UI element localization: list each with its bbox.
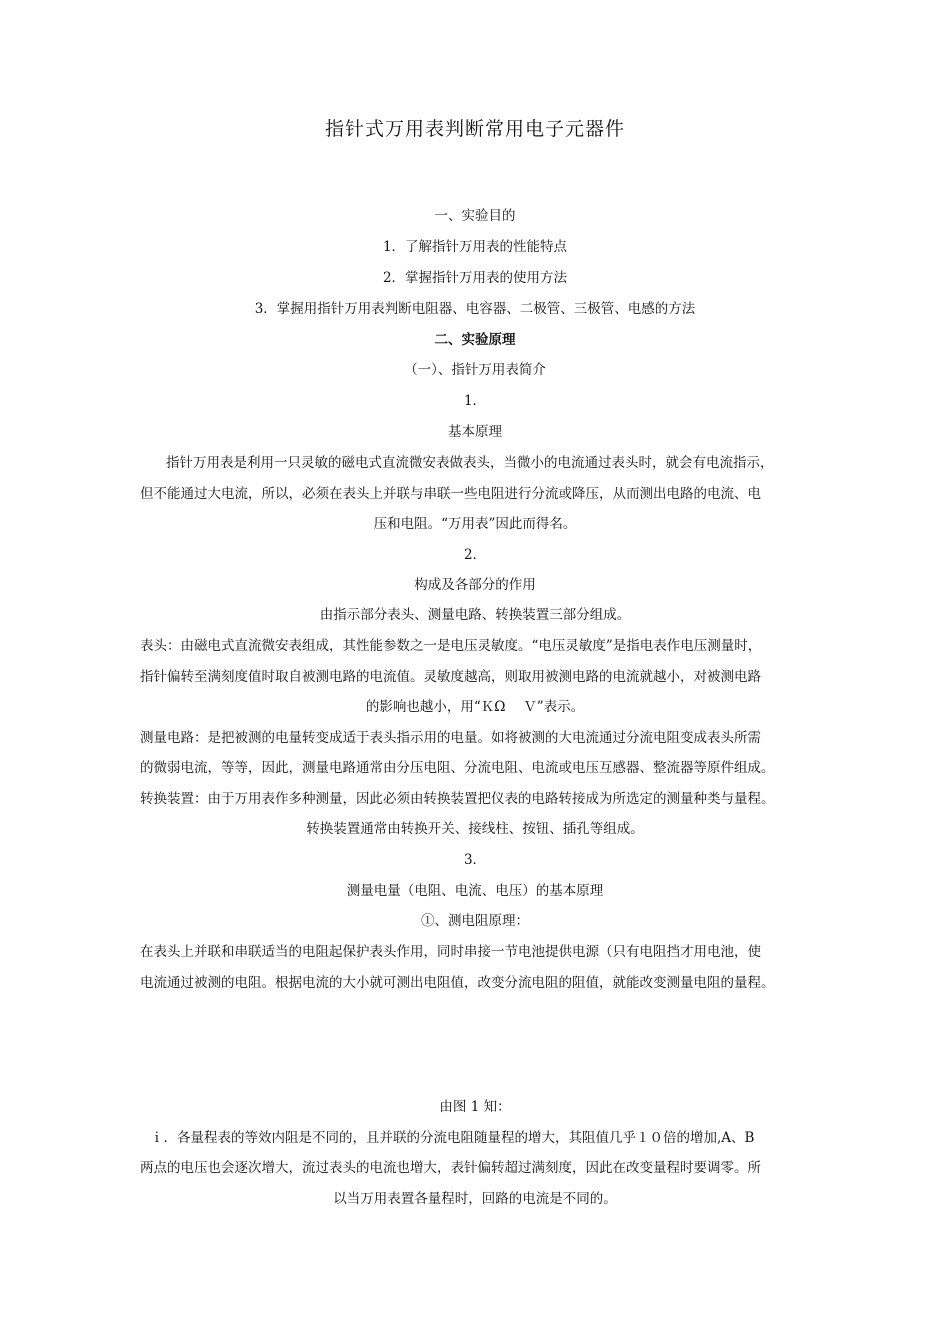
paragraph-line: 以当万用表置各量程时，回路的电流是不同的。: [333, 1191, 617, 1207]
item-number: 1．: [463, 393, 487, 409]
section-heading-principle: 二、实验原理: [434, 332, 516, 348]
paragraph-line: 表头：由磁电式直流微安表组成，其性能参数之一是电压灵敏度。“电压灵敏度”是指电表作电压测量时，: [140, 638, 762, 654]
paragraph-line: 由图 1 知：: [439, 1099, 511, 1115]
item-heading: 构成及各部分的作用: [414, 577, 536, 593]
section-heading-objectives: 一、实验目的: [434, 208, 516, 224]
paragraph-line: ｉ．各量程表的等效内阻是不同的，且并联的分流电阻随量程的增大，其阻值几乎１０倍的增加,A、B: [150, 1130, 755, 1146]
paragraph-line: 但不能通过大电流，所以，必须在表头上并联与串联一些电阻进行分流或降压，从而测出电路的电流、电: [140, 486, 761, 502]
paragraph-line: 由指示部分表头、测量电路、转换装置三部分组成。: [319, 607, 631, 623]
paragraph-line: 电流通过被测的电阻。根据电流的大小就可测出电阻值，改变分流电阻的阻值，就能改变测量电阻的量程。: [140, 975, 775, 991]
paragraph-line: 测量电路：是把被测的电量转变成适于表头指示用的电量。如将被测的大电流通过分流电阻变成表头所需: [140, 730, 761, 746]
item-heading: 测量电量（电阻、电流、电压）的基本原理: [346, 883, 604, 899]
paragraph-line: 转换装置：由于万用表作多种测量，因此必须由转换装置把仪表的电路转接成为所选定的测量种类与量程。: [140, 791, 775, 807]
objective-item: 1．了解指针万用表的性能特点: [382, 239, 568, 255]
paragraph-line: 两点的电压也会逐次增大，流过表头的电流也增大，表针偏转超过满刻度，因此在改变量程时要调零。所: [140, 1160, 761, 1176]
objective-item: 2．掌握指针万用表的使用方法: [382, 270, 568, 286]
subitem-heading: ①、测电阻原理：: [421, 913, 529, 929]
paragraph-line: 压和电阻。“万用表”因此而得名。: [373, 516, 577, 532]
subsection-heading: （一）、指针万用表简介: [404, 362, 546, 378]
item-number: 3．: [463, 852, 487, 868]
paragraph-line: 指针偏转至满刻度值时取自被测电路的电流值。灵敏度越高，则取用被测电路的电流就越小，对被测电路: [140, 669, 761, 685]
paragraph-line: 指针万用表是利用一只灵敏的磁电式直流微安表做表头，当微小的电流通过表头时，就会有电流指示，: [166, 455, 774, 471]
paragraph-line: 在表头上并联和串联适当的电阻起保护表头作用，同时串接一节电池提供电源（只有电阻挡才用电池，使: [140, 944, 761, 960]
paragraph-line: 的微弱电流，等等，因此，测量电路通常由分压电阻、分流电阻、电流或电压互感器、整流器等原件组成。: [140, 760, 775, 776]
paragraph-line: 的影响也越小，用“ＫΩ Ｖ”表示。: [365, 699, 585, 715]
paragraph-line: 转换装置通常由转换开关、接线柱、按钮、插孔等组成。: [306, 821, 644, 837]
item-number: 2．: [463, 547, 487, 563]
objective-item: 3．掌握用指针万用表判断电阻器、电容器、二极管、三极管、电感的方法: [254, 301, 696, 317]
document-title: 指针式万用表判断常用电子元器件: [324, 118, 625, 140]
item-heading: 基本原理: [448, 424, 502, 440]
